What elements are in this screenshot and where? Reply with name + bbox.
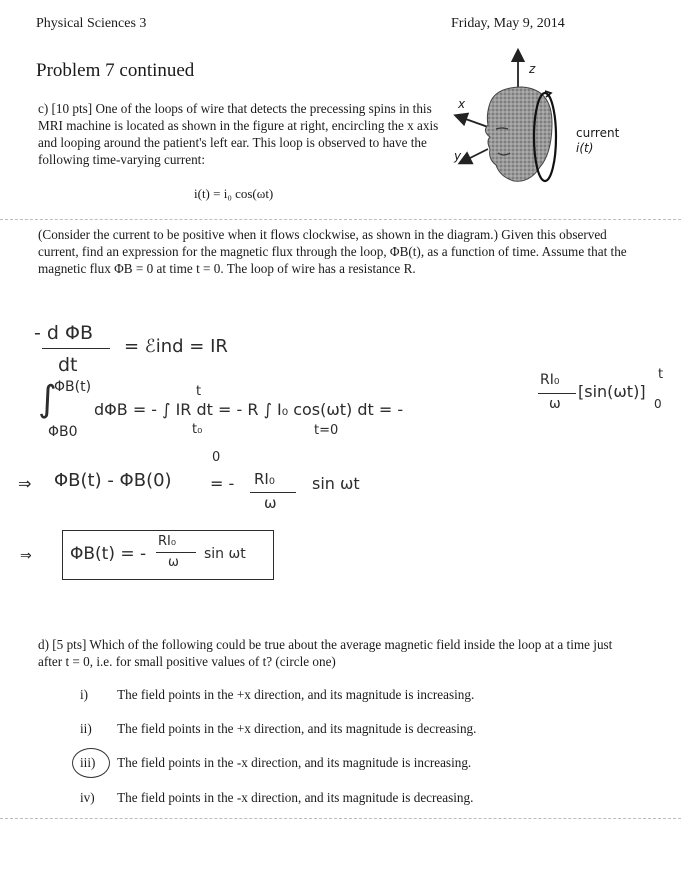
hw-frac-num-4: RI₀ <box>158 534 177 549</box>
x-axis-arrow <box>460 117 488 127</box>
x-axis-label: x <box>458 97 466 111</box>
option-number: ii) <box>80 721 92 736</box>
option-number: iii) <box>80 755 96 770</box>
bottom-divider <box>0 818 681 819</box>
hw-lower-t0: t₀ <box>192 422 203 437</box>
hw-integral-chain: dΦB = - ∫ IR dt = - R ∫ I₀ cos(ωt) dt = - <box>94 400 404 419</box>
hw-upper-t: t <box>196 384 202 399</box>
part-d-text: d) [5 pts] Which of the following could be true about the average magnetic field inside the loop at a time just after t = 0, i.e. for small positive values of t? (circle one) <box>38 637 613 669</box>
part-c-text: c) [10 pts] One of the loops of wire that detects the precessing spins in this MRI machine is located as shown in the figure at right, encircling the x axis and looping around the patient's left ear. This loop is observed to have the following time-varying current: <box>38 101 439 167</box>
section-divider <box>0 219 681 220</box>
hw-zero-annotation: 0 <box>212 450 221 465</box>
hw-frac-den-4: ω <box>168 555 179 570</box>
mri-figure <box>452 45 642 195</box>
part-c-instructions: (Consider the current to be positive when it flows clockwise, as shown in the diagram.) Given this observed current, find an expression for the magnetic flux through the loop, ΦB(t), as a function of time. Assume that the magnetic flux ΦB = 0 at time t = 0. The loop of wire has a resistance R. <box>38 227 627 276</box>
hw-dphi-numerator: - d ΦB <box>34 322 93 344</box>
hw-bracket-lower: 0 <box>654 397 662 411</box>
current-label: current <box>576 126 620 140</box>
date-header: Friday, May 9, 2014 <box>451 16 565 31</box>
option-text: The field points in the +x direction, and its magnitude is decreasing. <box>117 721 477 736</box>
hw-frac-bar-2 <box>538 393 576 394</box>
hw-final-lhs: ΦB(t) = - <box>70 544 147 564</box>
hw-frac-bar-3 <box>250 492 296 493</box>
option-text: The field points in the +x direction, and its magnitude is increasing. <box>117 687 475 702</box>
head-illustration <box>485 87 552 181</box>
hw-final-sin: sin ωt <box>204 546 246 562</box>
hw-implies-1: ⇒ <box>18 474 32 493</box>
hw-fraction-bar <box>42 348 110 349</box>
hw-emf-equals-ir: = ℰind = IR <box>124 336 228 357</box>
hw-sin-bracket: [sin(ωt)] <box>578 382 646 401</box>
option-text: The field points in the -x direction, and its magnitude is increasing. <box>117 755 472 770</box>
hw-dt-denominator: dt <box>58 354 78 376</box>
hw-frac-den-3: ω <box>264 494 277 512</box>
y-axis-arrow <box>464 149 488 161</box>
course-header: Physical Sciences 3 <box>36 16 147 31</box>
hw-implies-2: ⇒ <box>20 548 32 564</box>
option-number: iv) <box>80 790 95 805</box>
current-symbol: i(t) <box>576 141 594 155</box>
y-axis-label: y <box>454 149 462 163</box>
option-i[interactable] <box>80 687 474 703</box>
head-loop-diagram <box>452 45 642 195</box>
current-equation: i(t) = i₀ cos(ωt) <box>194 186 274 201</box>
option-number: i) <box>80 687 89 702</box>
hw-frac-bar-4 <box>156 552 196 553</box>
hw-bracket-upper: t <box>658 367 664 382</box>
option-iii[interactable] <box>80 755 471 771</box>
hw-integral-sign: ∫ <box>38 379 57 420</box>
hw-frac-num-2: RI₀ <box>540 372 560 388</box>
hw-lower-limit: ΦB0 <box>48 424 78 440</box>
option-iv[interactable] <box>80 790 473 806</box>
option-text: The field points in the -x direction, and its magnitude is decreasing. <box>117 790 474 805</box>
hw-frac-num-3: RI₀ <box>254 470 275 488</box>
z-axis-label: z <box>529 62 536 76</box>
hw-upper-limit: ΦB(t) <box>54 379 92 395</box>
hw-equals-minus: = - <box>210 474 235 493</box>
option-ii[interactable] <box>80 721 476 737</box>
hw-frac-den-2: ω <box>549 396 561 412</box>
hw-flux-difference: ΦB(t) - ΦB(0) <box>54 470 172 491</box>
hw-lower-t-zero: t=0 <box>314 423 339 438</box>
hw-sin-wt-3: sin ωt <box>312 474 360 493</box>
problem-title: Problem 7 continued <box>36 60 195 81</box>
